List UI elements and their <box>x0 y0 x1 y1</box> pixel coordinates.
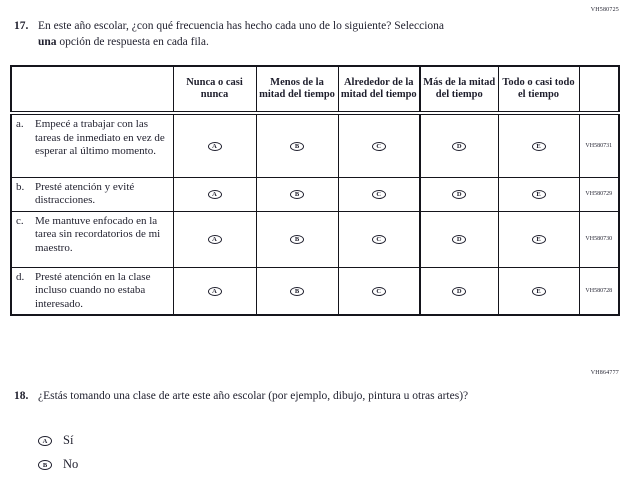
row-c-option-b[interactable] <box>256 211 338 267</box>
row-c-option-a[interactable] <box>173 211 256 267</box>
answer-bubble-icon[interactable]: B <box>290 235 304 244</box>
row-b-option-e[interactable] <box>498 177 579 211</box>
answer-bubble-icon[interactable]: C <box>372 235 386 244</box>
row-b-option-c[interactable] <box>338 177 420 211</box>
row-a-option-c[interactable] <box>338 113 420 177</box>
question-17-text <box>38 18 570 50</box>
answer-bubble-icon[interactable]: D <box>452 190 466 199</box>
header-empty-stem <box>11 66 173 113</box>
header-col-mas: Más de la mitad del tiempo <box>420 66 498 113</box>
row-d-option-c[interactable] <box>338 267 420 315</box>
statement-c-text: Me mantuve enfocado en la tarea sin recordatorios de mi maestro. <box>35 214 161 254</box>
answer-bubble-icon[interactable]: B <box>38 460 52 470</box>
header-col-menos: Menos de la mitad del tiempo <box>256 66 338 113</box>
answer-bubble-icon[interactable]: E <box>532 287 546 296</box>
row-a-code: VH580731 <box>579 113 619 177</box>
statement-b-text: Presté atención y evité distracciones. <box>35 180 135 206</box>
answer-bubble-icon[interactable]: D <box>452 235 466 244</box>
statement-c <box>11 211 173 267</box>
answer-bubble-icon[interactable]: A <box>38 436 52 446</box>
row-c-option-c[interactable] <box>338 211 420 267</box>
form-code-q18: VH864777 <box>590 370 619 376</box>
row-a-option-d[interactable] <box>420 113 498 177</box>
answer-bubble-icon[interactable]: B <box>290 287 304 296</box>
row-a-option-b[interactable] <box>256 113 338 177</box>
answer-bubble-icon[interactable]: B <box>290 190 304 199</box>
statement-a-letter: a. <box>16 118 24 130</box>
answer-bubble-icon[interactable]: E <box>532 235 546 244</box>
header-empty-code <box>579 66 619 113</box>
row-b-code: VH580729 <box>579 177 619 211</box>
question-18-text: ¿Estás tomando una clase de arte este año escolar (por ejemplo, dibujo, pintura u otras artes)? <box>38 390 469 402</box>
row-a-option-e[interactable] <box>498 113 579 177</box>
q18-option-si-label: Sí <box>63 433 74 447</box>
statement-b-letter: b. <box>16 180 25 193</box>
header-col-alrededor: Alrededor de la mitad del tiempo <box>338 66 420 113</box>
answer-bubble-icon[interactable]: C <box>372 287 386 296</box>
row-a-option-a[interactable] <box>173 113 256 177</box>
statement-d-text: Presté atención en la clase incluso cuando no estaba interesado. <box>35 270 151 310</box>
row-d-code: VH580728 <box>579 267 619 315</box>
statement-b <box>11 177 173 211</box>
header-col-todo: Todo o casi todo el tiempo <box>498 66 579 113</box>
table-row-a <box>11 113 619 177</box>
question-17-bold-word: una <box>38 36 57 48</box>
row-b-option-b[interactable] <box>256 177 338 211</box>
row-d-option-b[interactable] <box>256 267 338 315</box>
header-col-nunca: Nunca o casi nunca <box>173 66 256 113</box>
form-code-q17: VH580725 <box>590 7 619 13</box>
table-row-b <box>11 177 619 211</box>
row-b-option-a[interactable] <box>173 177 256 211</box>
answer-bubble-icon[interactable]: A <box>208 235 222 244</box>
answer-bubble-icon[interactable]: A <box>208 287 222 296</box>
statement-a <box>11 113 173 177</box>
statement-d <box>11 267 173 315</box>
question-18 <box>14 388 492 404</box>
row-d-option-d[interactable] <box>420 267 498 315</box>
answer-bubble-icon[interactable]: A <box>208 190 222 199</box>
question-17-line1: En este año escolar, ¿con qué frecuencia has hecho cada uno de lo siguiente? Selecciona <box>38 20 445 32</box>
row-b-option-d[interactable] <box>420 177 498 211</box>
table-row-c <box>11 211 619 267</box>
answer-bubble-icon[interactable]: B <box>290 142 304 151</box>
question-17-number: 17. <box>14 20 29 32</box>
answer-bubble-icon[interactable]: D <box>452 287 466 296</box>
statement-d-letter: d. <box>16 270 25 283</box>
answer-bubble-icon[interactable]: E <box>532 190 546 199</box>
question-17-line2: opción de respuesta en cada fila. <box>56 36 209 48</box>
answer-bubble-icon[interactable]: E <box>532 142 546 151</box>
row-c-option-d[interactable] <box>420 211 498 267</box>
answer-bubble-icon[interactable]: D <box>452 142 466 151</box>
statement-a-text: Empecé a trabajar con las tareas de inmediato en vez de esperar al último momento. <box>35 118 165 157</box>
question-17 <box>14 18 570 50</box>
answer-bubble-icon[interactable]: C <box>372 142 386 151</box>
row-c-code: VH580730 <box>579 211 619 267</box>
statement-c-letter: c. <box>16 214 24 227</box>
table-header-row <box>11 66 619 113</box>
q18-option-si[interactable] <box>38 433 73 448</box>
q18-option-no[interactable] <box>38 457 78 472</box>
row-d-option-a[interactable] <box>173 267 256 315</box>
table-row-d <box>11 267 619 315</box>
row-c-option-e[interactable] <box>498 211 579 267</box>
answer-bubble-icon[interactable]: C <box>372 190 386 199</box>
answer-bubble-icon[interactable]: A <box>208 142 222 151</box>
question-18-number: 18. <box>14 390 29 402</box>
row-d-option-e[interactable] <box>498 267 579 315</box>
frequency-matrix-table <box>10 65 620 316</box>
q18-option-no-label: No <box>63 457 79 471</box>
